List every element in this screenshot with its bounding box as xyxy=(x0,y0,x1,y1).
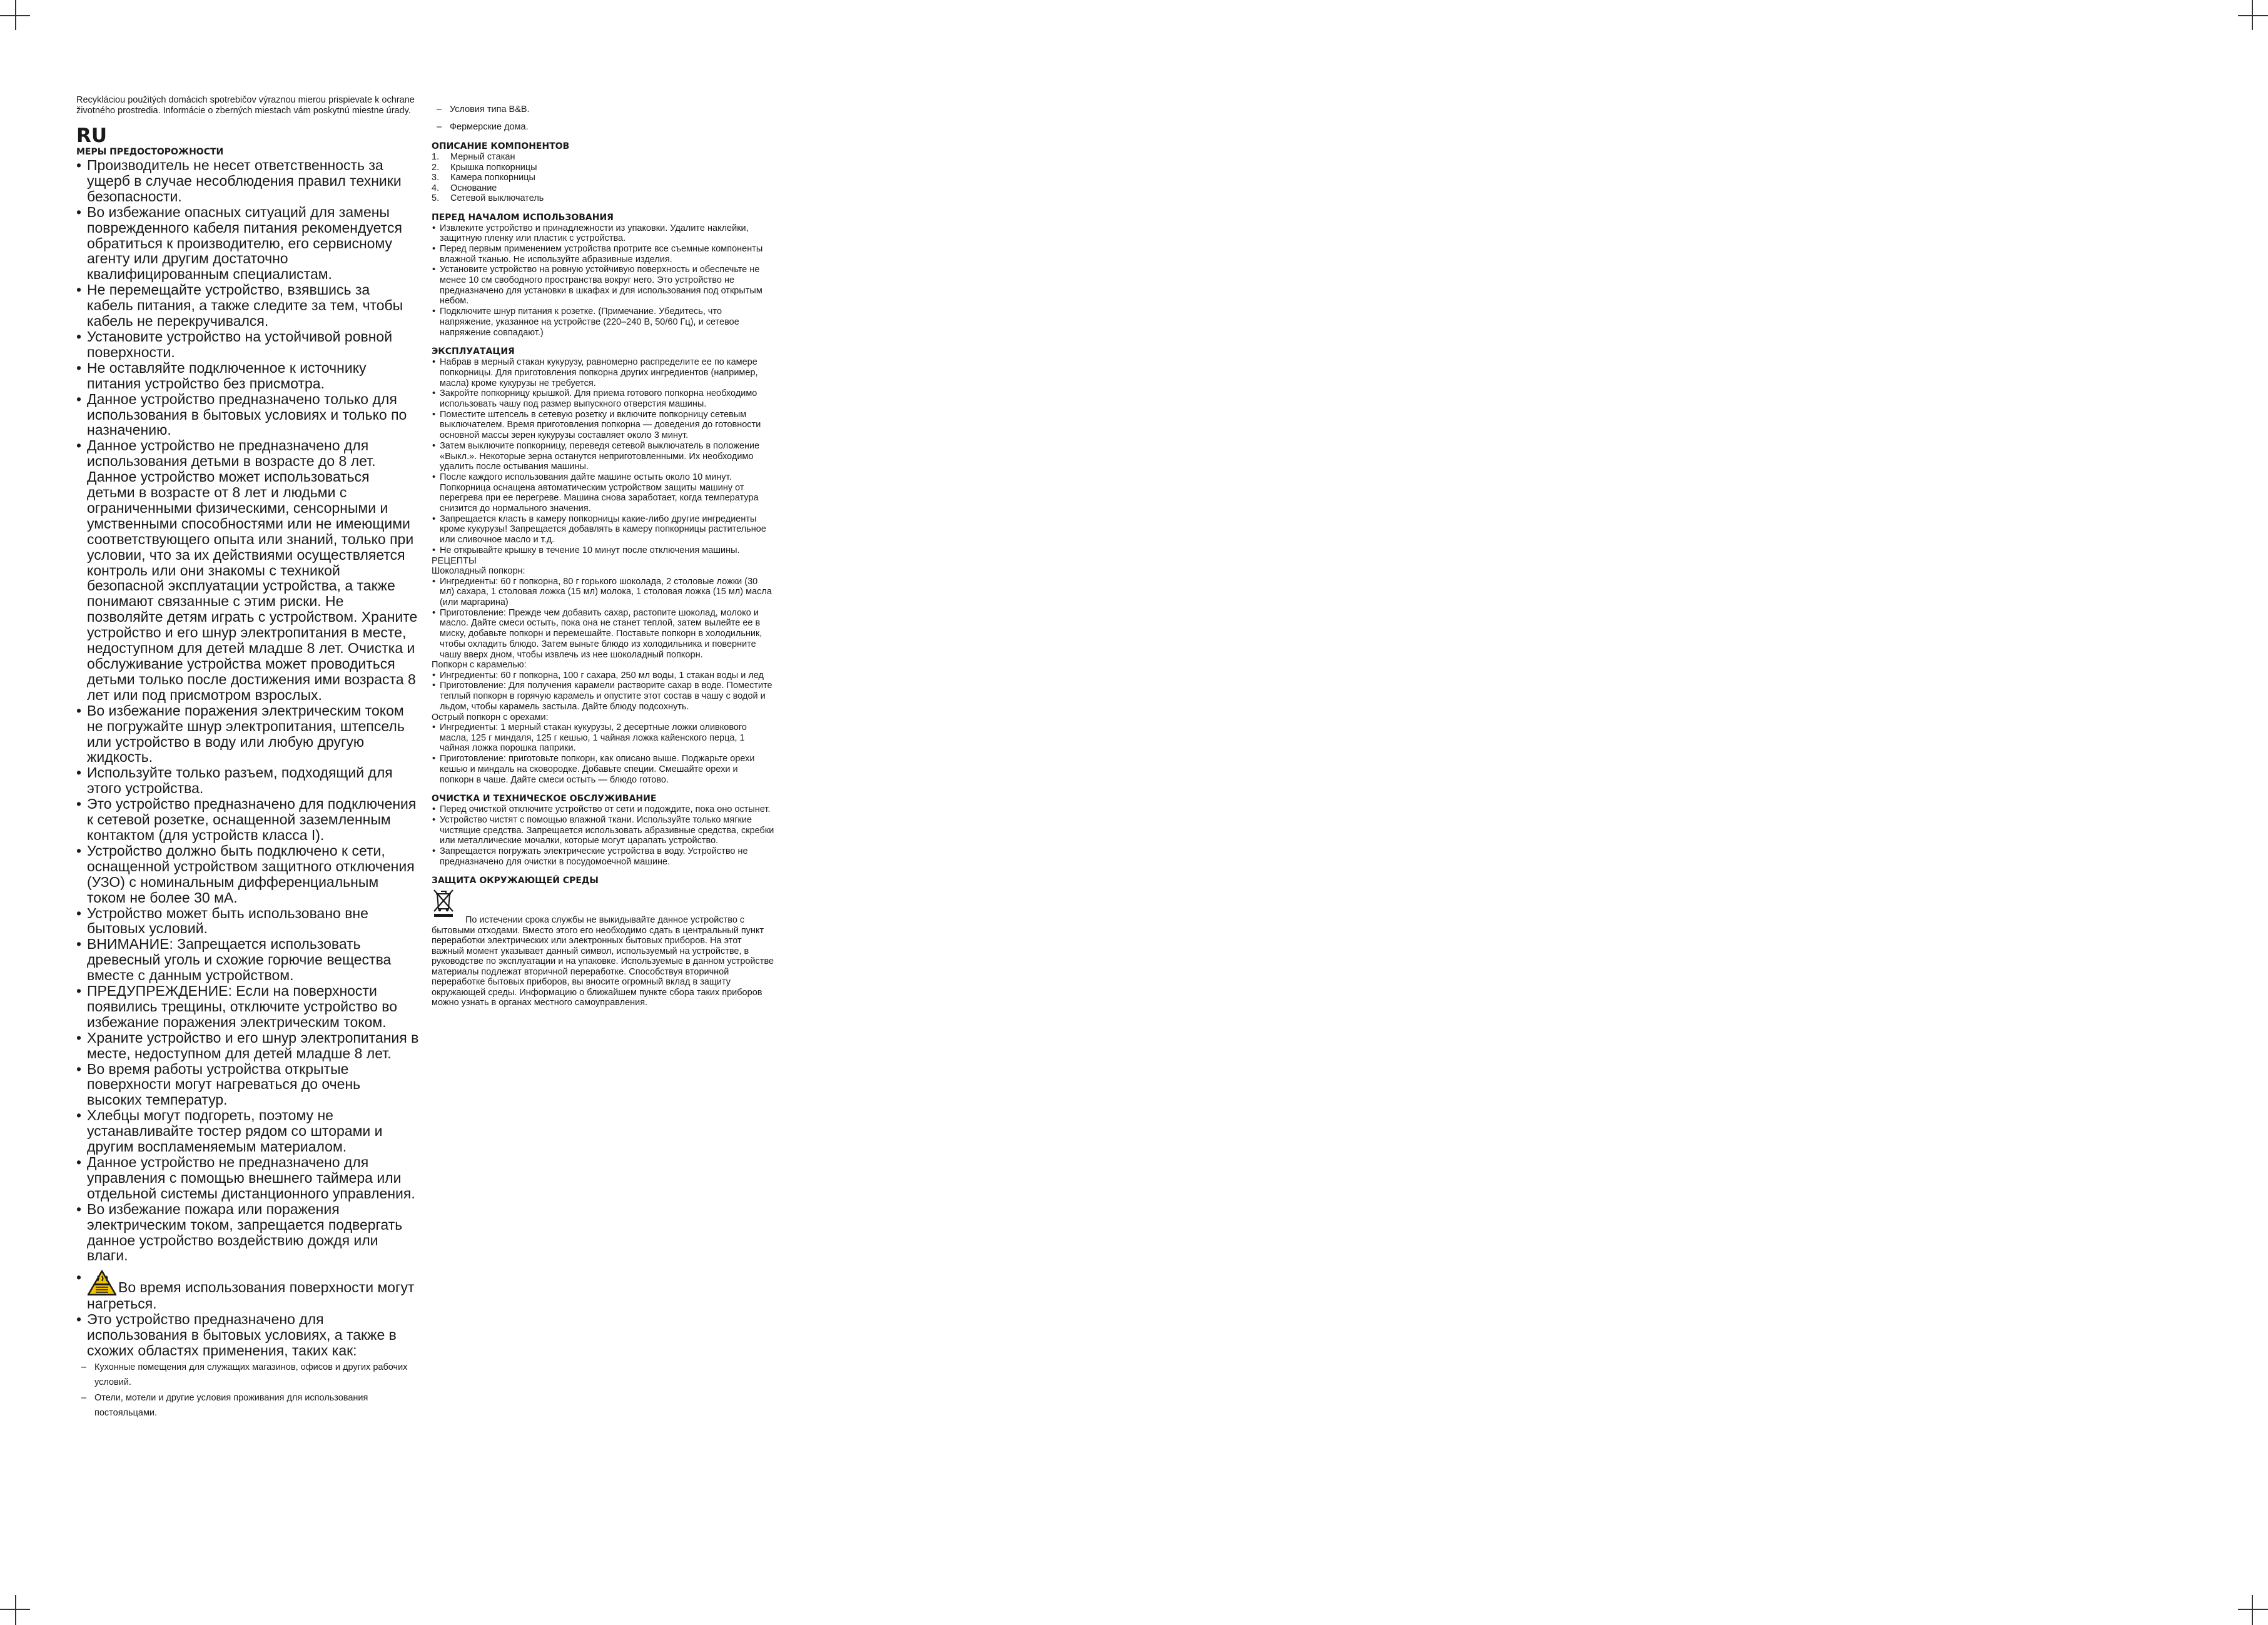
list-item: • ПРЕДУПРЕЖДЕНИЕ: Если на поверхности появились трещины, отключите устройство во избежание поражения электрическим током. xyxy=(76,983,419,1030)
list-item: • Хлебцы могут подгореть, поэтому не устанавливайте тостер рядом со шторами и другим воспламеняемым материалом. xyxy=(76,1108,419,1155)
list-item: – Фермерские дома. xyxy=(432,119,774,135)
list-item: • Запрещается класть в камеру попкорницы какие-либо другие ингредиенты кроме кукурузы! Запрещается добавлять в камеру попкорницы растительное или сливочное масло и т.д. xyxy=(432,514,774,545)
before-use-heading: ПЕРЕД НАЧАЛОМ ИСПОЛЬЗОВАНИЯ xyxy=(432,212,614,223)
crossed-out-bin-icon xyxy=(432,889,455,918)
list-item: • Храните устройство и его шнур электропитания в месте, недоступном для детей младше 8 лет. xyxy=(76,1030,419,1061)
hot-surface-text: Во время использования поверхности могут нагреться. xyxy=(87,1279,415,1312)
list-item: • Ингредиенты: 1 мерный стакан кукурузы, 2 десертные ложки оливкового масла, 125 г миндаля, 125 г кешью, 1 чайная ложка кайенского перца, 1 чайная ложка порошка паприки. xyxy=(432,722,774,754)
column-left xyxy=(76,95,419,1421)
list-item: • Подключите шнур питания к розетке. (Примечание. Убедитесь, что напряжение, указанное на устройстве (220–240 В, 50/60 Гц), и сетевое напряжение совпадают.) xyxy=(432,306,774,338)
precautions-list xyxy=(76,158,419,1359)
intro-slovak-text: Recykláciou použitých domácich spotrebičov výraznou mierou prispievate k ochrane životného prostredia. Informácie o zberných miestach vám poskytnú miestne úrady. xyxy=(76,95,415,116)
crop-mark xyxy=(2252,1595,2253,1625)
hot-surface-warning-icon xyxy=(87,1270,117,1296)
list-item: • Приготовление: приготовьте попкорн, как описано выше. Поджарьте орехи кешью и миндаль на сковородке. Добавьте специи. Смешайте орехи и попкорн в чаше. Дайте смеси остыть — блюдо готово. xyxy=(432,754,774,785)
list-item-hot-surface xyxy=(76,1270,419,1312)
list-item: 5. Сетевой выключатель xyxy=(432,193,544,203)
list-item: • Это устройство предназначено для подключения к сетевой розетке, оснащенной заземленным контактом (для устройств класса I). xyxy=(76,796,419,843)
list-item: • Устройство чистят с помощью влажной ткани. Используйте только мягкие чистящие средства. Запрещается использовать абразивные средства, скребки или металлические мочалки, которые могут царапать устройство. xyxy=(432,815,774,846)
list-item: 2. Крышка попкорницы xyxy=(432,162,537,173)
list-item: • Во время работы устройства открытые поверхности могут нагреваться до очень высоких температур. xyxy=(76,1061,419,1108)
list-item: – Отели, мотели и другие условия проживания для использования постояльцами. xyxy=(76,1390,419,1421)
list-item: • Установите устройство на ровную устойчивую поверхность и обеспечьте не менее 10 см свободного пространства вокруг него. Это устройство не предназначено для установки в шкафах и для использования под открытым небом. xyxy=(432,265,774,306)
crop-mark xyxy=(2238,15,2268,16)
list-item: 3. Камера попкорницы xyxy=(432,173,535,183)
list-item: • Набрав в мерный стакан кукурузу, равномерно распределите ее по камере попкорницы. Для приготовления попкорна других ингредиентов (например, масла) кроме кукурузы не требуется. xyxy=(432,357,774,388)
column-middle xyxy=(432,100,774,1008)
list-item: – Кухонные помещения для служащих магазинов, офисов и других рабочих условий. xyxy=(76,1360,419,1390)
precautions-heading: МЕРЫ ПРЕДОСТОРОЖНОСТИ xyxy=(76,147,224,157)
list-item: • ВНИМАНИЕ: Запрещается использовать древесный уголь и схожие горючие вещества вместе с данным устройством. xyxy=(76,936,419,983)
list-item: • Устройство может быть использовано вне бытовых условий. xyxy=(76,906,419,937)
list-item: • Во избежание опасных ситуаций для замены поврежденного кабеля питания рекомендуется обратиться к производителю, его сервисному агенту или другим достаточно квалифицированным специалистам. xyxy=(76,205,419,283)
environment-text: По истечении срока службы не выкидывайте данное устройство с бытовыми отходами. Вместо этого его необходимо сдать в центральный пункт переработки электрических или электронных бытовых приборов. На этот важный момент указывает данный символ, используемый на устройстве, в руководстве по эксплуатации и на упаковке. Используемые в данном устройстве материалы подлежат вторичной переработке. Способствуя вторичной переработке бытовых приборов, вы вносите огромный вклад в защиту окружающей среды. Информацию о ближайшем пункте сбора таких приборов можно узнать в органах местного самоуправления. xyxy=(432,915,774,1008)
crop-mark xyxy=(15,1595,16,1625)
list-item: • Перед первым применением устройства протрите все съемные компоненты влажной тканью. Не используйте абразивные изделия. xyxy=(432,244,774,265)
recipe-list xyxy=(432,577,774,661)
list-item: • Закройте попкорницу крышкой. Для приема готового попкорна необходимо использовать чашу под размер выпускного отверстия машины. xyxy=(432,388,774,409)
list-item: • Устройство должно быть подключено к сети, оснащенной устройством защитного отключения (УЗО) с номинальным дифференциальным током не более 30 мА. xyxy=(76,843,419,906)
list-item: • Во избежание пожара или поражения электрическим током, запрещается подвергать данное устройство воздействию дождя или влаги. xyxy=(76,1202,419,1264)
recipe-list xyxy=(432,722,774,785)
list-item: • Поместите штепсель в сетевую розетку и включите попкорницу сетевым выключателем. Время приготовления попкорна — доведения до готовности основной массы зерен кукурузы составляет около 3 минут. xyxy=(432,410,774,441)
usage-places-list xyxy=(76,1360,419,1421)
usage-places-list-continued xyxy=(432,100,774,135)
list-item: • Используйте только разъем, подходящий для этого устройства. xyxy=(76,765,419,796)
list-item: • Затем выключите попкорницу, переведя сетевой выключатель в положение «Выкл.». Некоторые зерна останутся неприготовленными. Их необходимо удалить после остывания машины. xyxy=(432,441,774,472)
list-item: • Во избежание поражения электрическим током не погружайте шнур электропитания, штепсель или устройство в воду или любую другую жидкость. xyxy=(76,703,419,766)
list-item: • Установите устройство на устойчивой ровной поверхности. xyxy=(76,329,419,360)
list-item: • Не оставляйте подключенное к источнику питания устройство без присмотра. xyxy=(76,360,419,392)
list-item: • После каждого использования дайте машине остыть около 10 минут. Попкорница оснащена автоматическим устройством защиты машину от перегрева при ее перегреве. Машина снова заработает, когда температура снизится до нормального значения. xyxy=(432,472,774,514)
list-item: • Перед очисткой отключите устройство от сети и подождите, пока оно остынет. xyxy=(432,804,774,815)
operation-list xyxy=(432,357,774,555)
list-item: • Производитель не несет ответственность за ущерб в случае несоблюдения правил техники безопасности. xyxy=(76,158,419,205)
components-list xyxy=(432,152,774,204)
list-item: 4. Основание xyxy=(432,183,497,193)
cleaning-heading: ОЧИСТКА И ТЕХНИЧЕСКОЕ ОБСЛУЖИВАНИЕ xyxy=(432,794,657,804)
list-item: • Ингредиенты: 60 г попкорна, 100 г сахара, 250 мл воды, 1 стакан воды и лед xyxy=(432,671,774,681)
list-item: 1. Мерный стакан xyxy=(432,152,515,162)
recipes-heading: РЕЦЕПТЫ xyxy=(432,555,477,566)
environment-heading: ЗАЩИТА ОКРУЖАЮЩЕЙ СРЕДЫ xyxy=(432,876,599,886)
crop-mark xyxy=(2238,1609,2268,1610)
list-item: • Не открывайте крышку в течение 10 минут после отключения машины. xyxy=(432,545,774,556)
list-item: • Приготовление: Прежде чем добавить сахар, растопите шоколад, молоко и масло. Дайте смеси остыть, пока она не станет теплой, затем вылейте ее в миску, добавьте попкорн и перемешайте. Поставьте попкорн в холодильник, чтобы охладить блюдо. Затем выньте блюдо из холодильника и поверните чашу вверх дном, чтобы извлечь из нее шоколадный попкорн. xyxy=(432,608,774,661)
list-item: – Условия типа B&B. xyxy=(432,100,774,119)
list-item: • Запрещается погружать электрические устройства в воду. Устройство не предназначено для очистки в посудомоечной машине. xyxy=(432,846,774,867)
recipe-title: Острый попкорн с орехами: xyxy=(432,712,549,722)
recipe-title: Шоколадный попкорн: xyxy=(432,566,525,577)
list-item: • Извлеките устройство и принадлежности из упаковки. Удалите наклейки, защитную пленку или пластик с устройства. xyxy=(432,223,774,244)
crop-mark xyxy=(2252,0,2253,30)
recipe-list xyxy=(432,671,774,712)
list-item: • Не перемещайте устройство, взявшись за кабель питания, а также следите за тем, чтобы кабель не перекручивался. xyxy=(76,282,419,329)
list-item: • Приготовление: Для получения карамели растворите сахар в воде. Поместите теплый попкорн в горячую карамель и опустите этот состав в чашу с водой и льдом, чтобы карамель застыла. Дайте блюду подсохнуть. xyxy=(432,681,774,712)
components-heading: ОПИСАНИЕ КОМПОНЕНТОВ xyxy=(432,141,570,151)
list-item: • Это устройство предназначено для использования в бытовых условиях, а также в схожих областях применения, таких как: xyxy=(76,1312,419,1359)
cleaning-list xyxy=(432,804,774,867)
language-code: RU xyxy=(76,124,108,147)
operation-heading: ЭКСПЛУАТАЦИЯ xyxy=(432,347,515,357)
recipe-title: Попкорн с карамелью: xyxy=(432,660,527,671)
list-item: • Данное устройство не предназначено для использования детьми в возрасте до 8 лет. Данное устройство может использоваться детьми в возрасте от 8 лет и людьми с ограниченными физическими, сенсорными и умственными способностями или не имеющими соответствующего опыта или знаний, только при условии, что за их действиями осуществляется контроль или они знакомы с техникой безопасной эксплуатации устройства, а также понимают связанные с этим риски. Не позволяйте детям играть с устройством. Храните устройство и его шнур электропитания в месте, недоступном для детей младше 8 лет. Очистка и обслуживание устройства может проводиться детьми только после достижения ими возраста 8 лет или под присмотром взрослых. xyxy=(76,438,419,702)
list-item: • Данное устройство предназначено только для использования в бытовых условиях и только по назначению. xyxy=(76,392,419,438)
before-use-list xyxy=(432,223,774,338)
crop-mark xyxy=(15,0,16,30)
list-item: • Данное устройство не предназначено для управления с помощью внешнего таймера или отдельной системы дистанционного управления. xyxy=(76,1155,419,1202)
list-item: • Ингредиенты: 60 г попкорна, 80 г горького шоколада, 2 столовые ложки (30 мл) сахара, 1 столовая ложка (15 мл) молока, 1 столовая ложка (15 мл) масла (или маргарина) xyxy=(432,577,774,608)
